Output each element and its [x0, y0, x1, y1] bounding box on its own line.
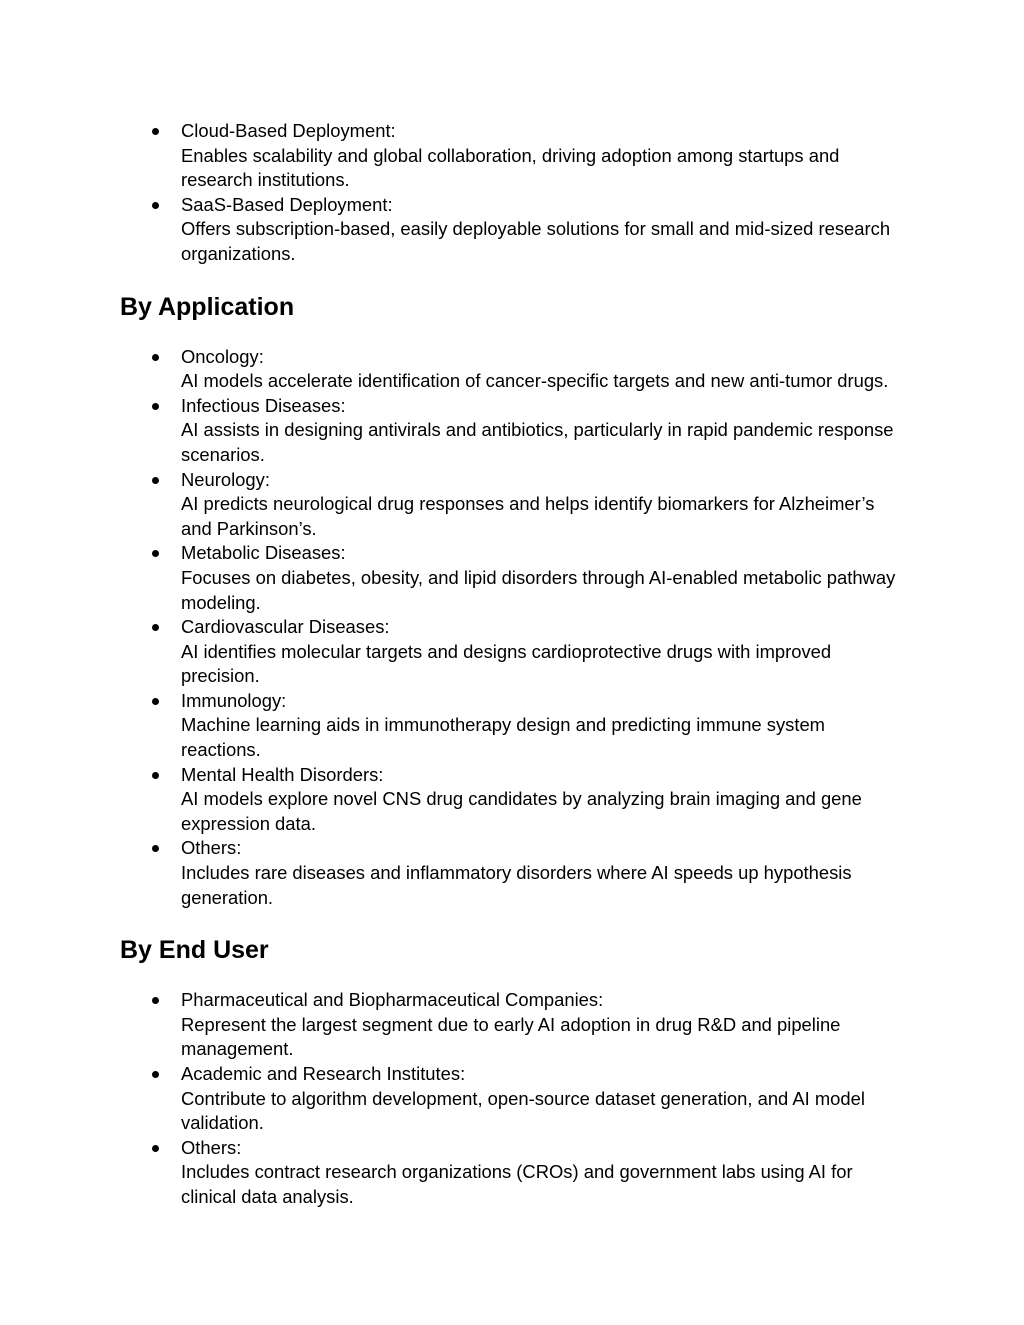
list-item-title: Academic and Research Institutes: — [181, 1063, 466, 1084]
section-heading: By Application — [120, 292, 295, 321]
document-section — [120, 934, 904, 1209]
bullet-icon — [152, 477, 159, 484]
list-item-title: Oncology: — [181, 345, 264, 367]
list-item-title: Pharmaceutical and Biopharmaceutical Companies: — [181, 989, 604, 1011]
list-item — [181, 988, 904, 1062]
list-item-description: Includes contract research organizations (CROs) and government labs using AI for clinical data analysis. — [181, 1161, 853, 1207]
bullet-icon — [152, 128, 159, 135]
list-item-title: Mental Health Disorders: — [181, 763, 384, 785]
list-item-description: AI assists in designing antivirals and antibiotics, particularly in rapid pandemic response scenarios. — [181, 419, 894, 465]
list-item-description: AI identifies molecular targets and designs cardioprotective drugs with improved precision. — [181, 640, 832, 687]
list-item — [181, 763, 904, 837]
bullet-list — [120, 988, 904, 1209]
bullet-icon — [152, 997, 159, 1004]
document-section — [120, 291, 904, 911]
list-item-description: AI predicts neurological drug responses and helps identify biomarkers for Alzheimer’s and Parkinson’s. — [181, 493, 875, 539]
document-section — [120, 119, 904, 267]
bullet-icon — [152, 624, 159, 631]
list-item-title: Metabolic Diseases: — [181, 542, 346, 564]
list-item-description: Represent the largest segment due to early AI adoption in drug R&D and pipeline management. — [181, 1013, 841, 1060]
list-item-description: Includes rare diseases and inflammatory disorders where AI speeds up hypothesis generation. — [181, 862, 852, 908]
list-item-title: Others: — [181, 837, 242, 859]
list-item-description: Contribute to algorithm development, open-source dataset generation, and AI model validation. — [181, 1087, 865, 1134]
bullet-icon — [152, 845, 159, 852]
list-item-title: SaaS-Based Deployment: — [181, 193, 393, 215]
list-item-title: Infectious Diseases: — [181, 394, 346, 416]
list-item-description: Enables scalability and global collaboration, driving adoption among startups and research institutions. — [181, 144, 840, 191]
list-item-description: AI models accelerate identification of cancer-specific targets and new anti-tumor drugs. — [181, 370, 889, 392]
list-item-title: Others: — [181, 1136, 242, 1158]
bullet-icon — [152, 550, 159, 557]
list-item — [181, 468, 904, 542]
bullet-list — [120, 345, 904, 911]
list-item — [181, 193, 904, 267]
list-item-description: Machine learning aids in immunotherapy design and predicting immune system reactions. — [181, 714, 826, 761]
bullet-icon — [152, 354, 159, 361]
list-item — [181, 541, 904, 615]
list-item — [181, 689, 904, 763]
bullet-icon — [152, 202, 159, 209]
bullet-icon — [152, 1145, 159, 1152]
list-item — [181, 119, 904, 193]
bullet-icon — [152, 1071, 159, 1078]
bullet-icon — [152, 698, 159, 705]
bullet-icon — [152, 403, 159, 410]
list-item-title: Cloud-Based Deployment: — [181, 120, 396, 141]
list-item — [181, 394, 904, 468]
list-item-description: AI models explore novel CNS drug candidates by analyzing brain imaging and gene expression data. — [181, 788, 862, 834]
list-item-description: Focuses on diabetes, obesity, and lipid disorders through AI-enabled metabolic pathway modeling. — [181, 566, 896, 613]
list-item — [181, 836, 904, 910]
document-content — [120, 119, 904, 1210]
list-item-description: Offers subscription-based, easily deployable solutions for small and mid-sized research organizations. — [181, 218, 891, 264]
list-item-title: Cardiovascular Diseases: — [181, 616, 390, 638]
list-item — [181, 1062, 904, 1136]
bullet-list — [120, 119, 904, 267]
list-item-title: Immunology: — [181, 689, 287, 711]
list-item — [181, 1136, 904, 1210]
section-heading: By End User — [120, 936, 269, 965]
list-item-title: Neurology: — [181, 468, 270, 490]
bullet-icon — [152, 772, 159, 779]
list-item — [181, 345, 904, 394]
list-item — [181, 615, 904, 689]
